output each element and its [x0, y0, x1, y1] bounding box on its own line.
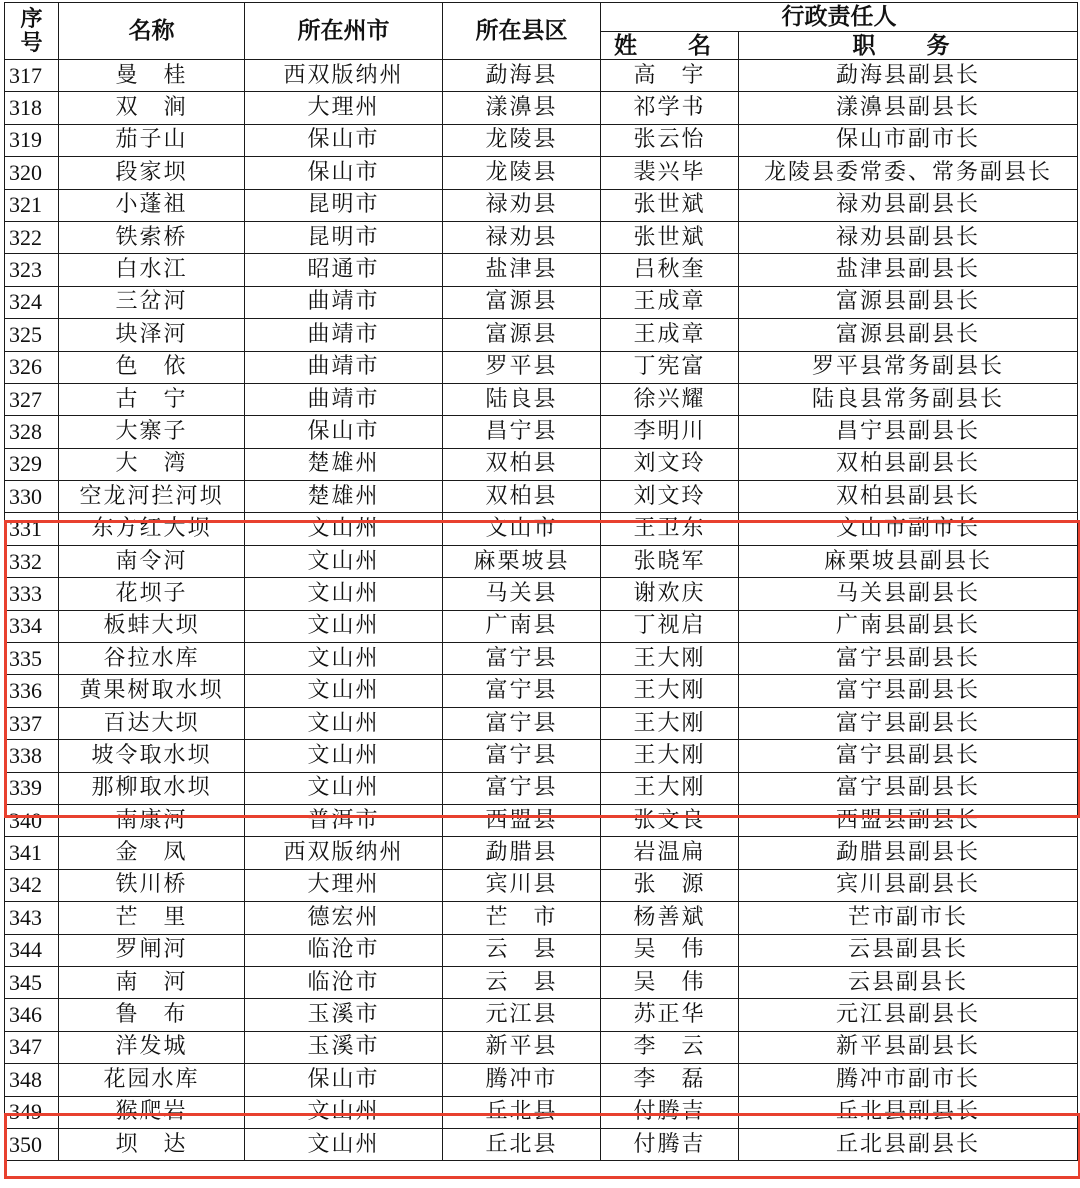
cell-name: 空龙河拦河坝: [59, 481, 245, 513]
cell-position: 禄劝县副县长: [739, 221, 1078, 253]
cell-person: 李 云: [601, 1031, 739, 1063]
cell-county: 芒 市: [443, 902, 601, 934]
cell-seq: 321: [5, 189, 59, 221]
cell-person: 杨善斌: [601, 902, 739, 934]
cell-prefecture: 临沧市: [245, 966, 443, 998]
cell-seq: 335: [5, 643, 59, 675]
cell-prefecture: 文山州: [245, 707, 443, 739]
cell-prefecture: 玉溪市: [245, 1031, 443, 1063]
cell-seq: 340: [5, 804, 59, 836]
cell-person: 丁视启: [601, 610, 739, 642]
cell-county: 麻栗坡县: [443, 545, 601, 577]
table-row: [5, 189, 1078, 221]
cell-position: 昌宁县副县长: [739, 416, 1078, 448]
cell-person: 付腾吉: [601, 1096, 739, 1128]
table-row: [5, 124, 1078, 156]
cell-person: 吴 伟: [601, 934, 739, 966]
cell-position: 丘北县副县长: [739, 1096, 1078, 1128]
responsibility-table: [4, 2, 1078, 1161]
cell-seq: 326: [5, 351, 59, 383]
cell-county: 富宁县: [443, 707, 601, 739]
cell-seq: 325: [5, 319, 59, 351]
cell-county: 罗平县: [443, 351, 601, 383]
cell-name: 鲁 布: [59, 999, 245, 1031]
table-row: [5, 578, 1078, 610]
table-row: [5, 902, 1078, 934]
cell-seq: 318: [5, 92, 59, 124]
table-row: [5, 1128, 1078, 1160]
cell-position: 富宁县副县长: [739, 643, 1078, 675]
cell-person: 付腾吉: [601, 1128, 739, 1160]
cell-name: 那柳取水坝: [59, 772, 245, 804]
table-row: [5, 643, 1078, 675]
cell-seq: 327: [5, 383, 59, 415]
cell-prefecture: 保山市: [245, 157, 443, 189]
cell-prefecture: 文山州: [245, 578, 443, 610]
cell-person: 吴 伟: [601, 966, 739, 998]
cell-position: 龙陵县委常委、常务副县长: [739, 157, 1078, 189]
cell-seq: 342: [5, 869, 59, 901]
cell-prefecture: 玉溪市: [245, 999, 443, 1031]
table-row: [5, 254, 1078, 286]
cell-person: 王大刚: [601, 675, 739, 707]
cell-county: 广南县: [443, 610, 601, 642]
cell-county: 丘北县: [443, 1128, 601, 1160]
cell-position: 富宁县副县长: [739, 740, 1078, 772]
cell-person: 丁宪富: [601, 351, 739, 383]
table-row: [5, 481, 1078, 513]
cell-position: 陆良县常务副县长: [739, 383, 1078, 415]
cell-prefecture: 文山州: [245, 772, 443, 804]
cell-position: 富源县副县长: [739, 286, 1078, 318]
cell-person: 高 宇: [601, 60, 739, 92]
table-row: [5, 999, 1078, 1031]
cell-prefecture: 保山市: [245, 1064, 443, 1096]
cell-person: 张 源: [601, 869, 739, 901]
cell-name: 曼 桂: [59, 60, 245, 92]
cell-prefecture: 保山市: [245, 416, 443, 448]
cell-prefecture: 普洱市: [245, 804, 443, 836]
header-county: 所在县区: [443, 3, 601, 60]
cell-seq: 345: [5, 966, 59, 998]
cell-county: 龙陵县: [443, 157, 601, 189]
cell-person: 王大刚: [601, 772, 739, 804]
cell-name: 古 宁: [59, 383, 245, 415]
cell-prefecture: 大理州: [245, 92, 443, 124]
cell-seq: 348: [5, 1064, 59, 1096]
cell-name: 谷拉水库: [59, 643, 245, 675]
cell-position: 宾川县副县长: [739, 869, 1078, 901]
cell-name: 花坝子: [59, 578, 245, 610]
table-row: [5, 740, 1078, 772]
cell-county: 云 县: [443, 934, 601, 966]
cell-position: 元江县副县长: [739, 999, 1078, 1031]
cell-seq: 343: [5, 902, 59, 934]
cell-prefecture: 文山州: [245, 1128, 443, 1160]
cell-position: 双柏县副县长: [739, 481, 1078, 513]
cell-county: 富宁县: [443, 643, 601, 675]
cell-county: 新平县: [443, 1031, 601, 1063]
cell-person: 张晓军: [601, 545, 739, 577]
cell-seq: 323: [5, 254, 59, 286]
cell-name: 双 涧: [59, 92, 245, 124]
table-row: [5, 610, 1078, 642]
cell-person: 张文良: [601, 804, 739, 836]
cell-seq: 330: [5, 481, 59, 513]
cell-seq: 339: [5, 772, 59, 804]
cell-county: 宾川县: [443, 869, 601, 901]
cell-name: 大寨子: [59, 416, 245, 448]
table-row: [5, 804, 1078, 836]
cell-position: 腾冲市副市长: [739, 1064, 1078, 1096]
table-row: [5, 157, 1078, 189]
table-row: [5, 319, 1078, 351]
cell-name: 坡令取水坝: [59, 740, 245, 772]
cell-county: 云 县: [443, 966, 601, 998]
cell-seq: 344: [5, 934, 59, 966]
cell-position: 新平县副县长: [739, 1031, 1078, 1063]
cell-person: 李 磊: [601, 1064, 739, 1096]
cell-position: 漾濞县副县长: [739, 92, 1078, 124]
cell-name: 段家坝: [59, 157, 245, 189]
cell-seq: 334: [5, 610, 59, 642]
cell-prefecture: 文山州: [245, 643, 443, 675]
cell-county: 盐津县: [443, 254, 601, 286]
header-person-name: 姓 名: [601, 32, 739, 60]
cell-position: 麻栗坡县副县长: [739, 545, 1078, 577]
cell-seq: 350: [5, 1128, 59, 1160]
cell-prefecture: 文山州: [245, 740, 443, 772]
cell-prefecture: 西双版纳州: [245, 837, 443, 869]
cell-county: 元江县: [443, 999, 601, 1031]
cell-seq: 331: [5, 513, 59, 545]
cell-county: 勐海县: [443, 60, 601, 92]
cell-seq: 320: [5, 157, 59, 189]
cell-person: 谢欢庆: [601, 578, 739, 610]
cell-prefecture: 昆明市: [245, 189, 443, 221]
cell-county: 漾濞县: [443, 92, 601, 124]
cell-seq: 349: [5, 1096, 59, 1128]
cell-position: 富宁县副县长: [739, 772, 1078, 804]
cell-county: 富宁县: [443, 772, 601, 804]
cell-county: 双柏县: [443, 448, 601, 480]
table-row: [5, 966, 1078, 998]
cell-prefecture: 昭通市: [245, 254, 443, 286]
table-row: [5, 1031, 1078, 1063]
cell-prefecture: 楚雄州: [245, 481, 443, 513]
cell-position: 丘北县副县长: [739, 1128, 1078, 1160]
cell-name: 南康河: [59, 804, 245, 836]
cell-name: 洋发城: [59, 1031, 245, 1063]
cell-county: 丘北县: [443, 1096, 601, 1128]
cell-county: 禄劝县: [443, 189, 601, 221]
table-row: [5, 934, 1078, 966]
cell-seq: 328: [5, 416, 59, 448]
header-prefecture: 所在州市: [245, 3, 443, 60]
table-header: [5, 3, 1078, 60]
table-row: [5, 1064, 1078, 1096]
cell-county: 西盟县: [443, 804, 601, 836]
header-position: 职 务: [739, 32, 1078, 60]
cell-prefecture: 曲靖市: [245, 351, 443, 383]
cell-seq: 341: [5, 837, 59, 869]
cell-prefecture: 曲靖市: [245, 319, 443, 351]
cell-county: 龙陵县: [443, 124, 601, 156]
cell-prefecture: 曲靖市: [245, 286, 443, 318]
table-row: [5, 351, 1078, 383]
table-row: [5, 772, 1078, 804]
table-row: [5, 60, 1078, 92]
cell-county: 文山市: [443, 513, 601, 545]
cell-position: 勐腊县副县长: [739, 837, 1078, 869]
cell-position: 芒市副市长: [739, 902, 1078, 934]
cell-name: 三岔河: [59, 286, 245, 318]
table-row: [5, 448, 1078, 480]
cell-person: 王大刚: [601, 707, 739, 739]
cell-person: 苏正华: [601, 999, 739, 1031]
cell-name: 金 凤: [59, 837, 245, 869]
cell-prefecture: 文山州: [245, 545, 443, 577]
cell-person: 张世斌: [601, 221, 739, 253]
cell-seq: 317: [5, 60, 59, 92]
cell-person: 王卫东: [601, 513, 739, 545]
cell-name: 东方红大坝: [59, 513, 245, 545]
cell-name: 茄子山: [59, 124, 245, 156]
table-body: [5, 60, 1078, 1161]
cell-seq: 319: [5, 124, 59, 156]
cell-prefecture: 大理州: [245, 869, 443, 901]
table-row: [5, 92, 1078, 124]
cell-person: 张世斌: [601, 189, 739, 221]
cell-position: 文山市副市长: [739, 513, 1078, 545]
header-seq: [5, 3, 59, 60]
cell-person: 吕秋奎: [601, 254, 739, 286]
cell-person: 刘文玲: [601, 448, 739, 480]
cell-prefecture: 楚雄州: [245, 448, 443, 480]
cell-name: 铁川桥: [59, 869, 245, 901]
cell-position: 云县副县长: [739, 934, 1078, 966]
cell-position: 西盟县副县长: [739, 804, 1078, 836]
cell-county: 陆良县: [443, 383, 601, 415]
cell-person: 李明川: [601, 416, 739, 448]
cell-name: 花园水库: [59, 1064, 245, 1096]
cell-prefecture: 曲靖市: [245, 383, 443, 415]
table-row: [5, 416, 1078, 448]
cell-position: 广南县副县长: [739, 610, 1078, 642]
cell-county: 勐腊县: [443, 837, 601, 869]
cell-prefecture: 昆明市: [245, 221, 443, 253]
table-row: [5, 675, 1078, 707]
cell-seq: 338: [5, 740, 59, 772]
table-row: [5, 513, 1078, 545]
cell-name: 板蚌大坝: [59, 610, 245, 642]
cell-seq: 324: [5, 286, 59, 318]
cell-county: 富宁县: [443, 675, 601, 707]
cell-prefecture: 德宏州: [245, 902, 443, 934]
cell-position: 双柏县副县长: [739, 448, 1078, 480]
cell-person: 王大刚: [601, 643, 739, 675]
cell-position: 马关县副县长: [739, 578, 1078, 610]
cell-position: 富宁县副县长: [739, 707, 1078, 739]
cell-position: 保山市副市长: [739, 124, 1078, 156]
cell-prefecture: 文山州: [245, 513, 443, 545]
cell-name: 百达大坝: [59, 707, 245, 739]
cell-position: 富宁县副县长: [739, 675, 1078, 707]
table-row: [5, 837, 1078, 869]
table-row: [5, 221, 1078, 253]
cell-seq: 347: [5, 1031, 59, 1063]
reservoir-responsibility-table-page: [4, 2, 1077, 1161]
cell-position: 禄劝县副县长: [739, 189, 1078, 221]
cell-county: 富宁县: [443, 740, 601, 772]
table-row: [5, 383, 1078, 415]
cell-prefecture: 临沧市: [245, 934, 443, 966]
cell-county: 马关县: [443, 578, 601, 610]
table-row: [5, 286, 1078, 318]
cell-person: 裴兴毕: [601, 157, 739, 189]
cell-seq: 333: [5, 578, 59, 610]
table-row: [5, 545, 1078, 577]
cell-position: 富源县副县长: [739, 319, 1078, 351]
table-row: [5, 707, 1078, 739]
cell-seq: 322: [5, 221, 59, 253]
cell-name: 黄果树取水坝: [59, 675, 245, 707]
cell-name: 白水江: [59, 254, 245, 286]
cell-position: 盐津县副县长: [739, 254, 1078, 286]
cell-name: 南 河: [59, 966, 245, 998]
cell-person: 徐兴耀: [601, 383, 739, 415]
cell-name: 南令河: [59, 545, 245, 577]
table-row: [5, 869, 1078, 901]
cell-prefecture: 西双版纳州: [245, 60, 443, 92]
cell-county: 腾冲市: [443, 1064, 601, 1096]
header-seq-line2: 号: [20, 30, 43, 56]
cell-name: 猴爬岩: [59, 1096, 245, 1128]
cell-county: 富源县: [443, 319, 601, 351]
cell-position: 云县副县长: [739, 966, 1078, 998]
header-seq-line1: 序: [20, 6, 43, 32]
cell-prefecture: 保山市: [245, 124, 443, 156]
cell-seq: 332: [5, 545, 59, 577]
cell-county: 昌宁县: [443, 416, 601, 448]
cell-person: 王大刚: [601, 740, 739, 772]
cell-seq: 346: [5, 999, 59, 1031]
header-responsible: 行政责任人: [601, 3, 1078, 32]
cell-name: 罗闸河: [59, 934, 245, 966]
cell-prefecture: 文山州: [245, 675, 443, 707]
cell-county: 禄劝县: [443, 221, 601, 253]
cell-name: 色 依: [59, 351, 245, 383]
cell-person: 刘文玲: [601, 481, 739, 513]
cell-person: 王成章: [601, 286, 739, 318]
cell-person: 祁学书: [601, 92, 739, 124]
cell-county: 富源县: [443, 286, 601, 318]
cell-seq: 336: [5, 675, 59, 707]
cell-prefecture: 文山州: [245, 610, 443, 642]
cell-person: 张云怡: [601, 124, 739, 156]
cell-person: 岩温扁: [601, 837, 739, 869]
cell-name: 铁索桥: [59, 221, 245, 253]
cell-prefecture: 文山州: [245, 1096, 443, 1128]
cell-seq: 337: [5, 707, 59, 739]
cell-person: 王成章: [601, 319, 739, 351]
header-name: 名称: [59, 3, 245, 60]
cell-name: 大 湾: [59, 448, 245, 480]
cell-name: 小蓬祖: [59, 189, 245, 221]
cell-name: 块泽河: [59, 319, 245, 351]
cell-county: 双柏县: [443, 481, 601, 513]
cell-seq: 329: [5, 448, 59, 480]
cell-position: 勐海县副县长: [739, 60, 1078, 92]
cell-name: 坝 达: [59, 1128, 245, 1160]
cell-position: 罗平县常务副县长: [739, 351, 1078, 383]
cell-name: 芒 里: [59, 902, 245, 934]
table-row: [5, 1096, 1078, 1128]
